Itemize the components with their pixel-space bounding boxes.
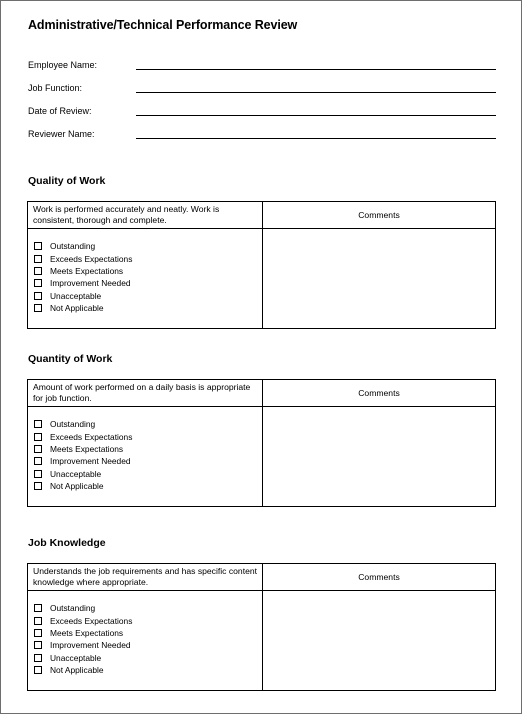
checkbox[interactable] [34, 304, 42, 312]
checkbox[interactable] [34, 445, 42, 453]
date-of-review-label: Date of Review: [28, 106, 92, 116]
option-label: Outstanding [50, 241, 96, 252]
option-outstanding[interactable] [34, 240, 259, 252]
option-outstanding[interactable] [34, 602, 259, 614]
option-unacceptable[interactable] [34, 468, 259, 480]
option-meets-expectations[interactable] [34, 265, 259, 277]
section-description: Amount of work performed on a daily basis is appropriate for job function. [33, 382, 251, 403]
checkbox[interactable] [34, 654, 42, 662]
option-not-applicable[interactable] [34, 480, 259, 492]
checkbox[interactable] [34, 470, 42, 478]
checkbox[interactable] [34, 267, 42, 275]
option-exceeds-expectations[interactable] [34, 614, 259, 626]
date-of-review-field[interactable] [28, 106, 496, 120]
checkbox[interactable] [34, 666, 42, 674]
job-function-field[interactable] [28, 83, 496, 97]
option-not-applicable[interactable] [34, 302, 259, 314]
checkbox[interactable] [34, 292, 42, 300]
option-unacceptable[interactable] [34, 652, 259, 664]
reviewer-name-line[interactable] [136, 138, 496, 139]
checkbox[interactable] [34, 641, 42, 649]
job-function-label: Job Function: [28, 83, 83, 93]
rating-options [34, 240, 259, 314]
section-description: Work is performed accurately and neatly. Work is consistent, thorough and complete. [33, 204, 220, 225]
option-outstanding[interactable] [34, 418, 259, 430]
rating-options [34, 602, 259, 676]
option-label: Exceeds Expectations [50, 615, 133, 626]
option-label: Improvement Needed [50, 278, 131, 289]
checkbox[interactable] [34, 482, 42, 490]
section-heading-job-knowledge: Job Knowledge [28, 537, 106, 549]
section-heading-quality-of-work: Quality of Work [28, 175, 106, 187]
option-improvement-needed[interactable] [34, 455, 259, 467]
comments-header: Comments [358, 572, 400, 582]
option-meets-expectations[interactable] [34, 443, 259, 455]
option-label: Improvement Needed [50, 640, 131, 651]
date-of-review-line[interactable] [136, 115, 496, 116]
quantity-of-work-table [27, 379, 496, 507]
option-label: Unacceptable [50, 652, 102, 663]
reviewer-name-label: Reviewer Name: [28, 129, 95, 139]
option-improvement-needed[interactable] [34, 639, 259, 651]
option-label: Improvement Needed [50, 456, 131, 467]
checkbox[interactable] [34, 420, 42, 428]
option-label: Not Applicable [50, 303, 104, 314]
option-exceeds-expectations[interactable] [34, 252, 259, 264]
checkbox[interactable] [34, 433, 42, 441]
option-label: Meets Expectations [50, 627, 124, 638]
column-divider [262, 380, 263, 506]
option-label: Not Applicable [50, 481, 104, 492]
comments-header: Comments [358, 388, 400, 398]
job-function-line[interactable] [136, 92, 496, 93]
option-label: Outstanding [50, 603, 96, 614]
employee-name-line[interactable] [136, 69, 496, 70]
checkbox[interactable] [34, 242, 42, 250]
reviewer-name-field[interactable] [28, 129, 496, 143]
employee-name-field[interactable] [28, 60, 496, 74]
employee-name-label: Employee Name: [28, 60, 98, 70]
column-divider [262, 202, 263, 328]
option-label: Exceeds Expectations [50, 431, 133, 442]
checkbox[interactable] [34, 604, 42, 612]
option-label: Exceeds Expectations [50, 253, 133, 264]
job-knowledge-table [27, 563, 496, 691]
option-improvement-needed[interactable] [34, 277, 259, 289]
checkbox[interactable] [34, 617, 42, 625]
checkbox[interactable] [34, 255, 42, 263]
option-label: Meets Expectations [50, 443, 124, 454]
quality-of-work-table [27, 201, 496, 329]
section-description: Understands the job requirements and has specific content knowledge where appropriate. [33, 566, 258, 587]
option-meets-expectations[interactable] [34, 627, 259, 639]
option-label: Meets Expectations [50, 265, 124, 276]
option-exceeds-expectations[interactable] [34, 430, 259, 442]
checkbox[interactable] [34, 457, 42, 465]
form-title: Administrative/Technical Performance Review [28, 18, 298, 32]
comments-header: Comments [358, 210, 400, 220]
option-label: Outstanding [50, 419, 96, 430]
column-divider [262, 564, 263, 690]
rating-options [34, 418, 259, 492]
option-not-applicable[interactable] [34, 664, 259, 676]
option-label: Unacceptable [50, 468, 102, 479]
option-label: Not Applicable [50, 665, 104, 676]
option-label: Unacceptable [50, 290, 102, 301]
checkbox[interactable] [34, 279, 42, 287]
checkbox[interactable] [34, 629, 42, 637]
option-unacceptable[interactable] [34, 290, 259, 302]
section-heading-quantity-of-work: Quantity of Work [28, 353, 113, 365]
